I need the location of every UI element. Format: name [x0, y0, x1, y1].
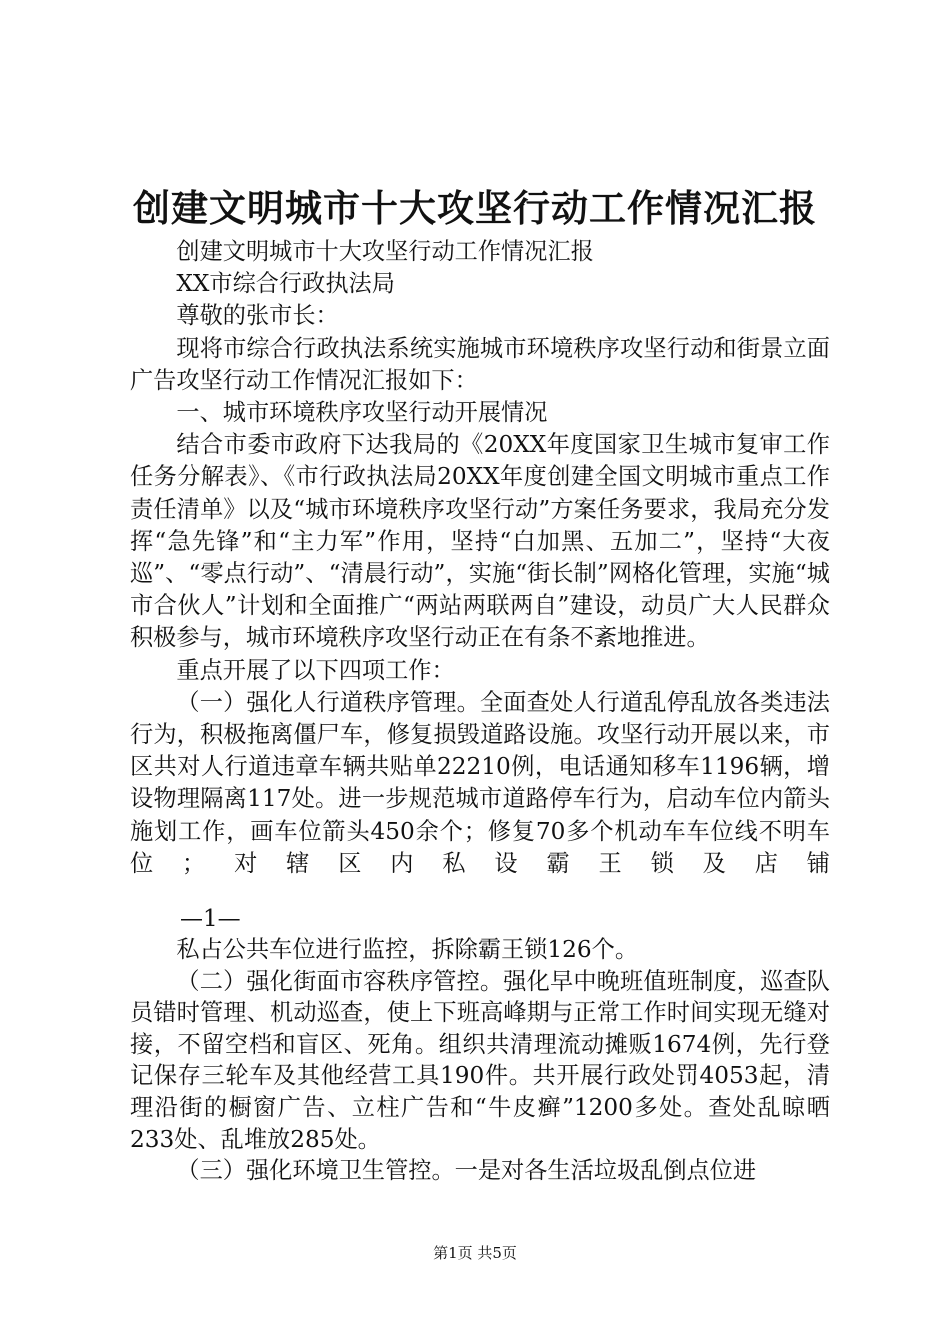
paragraph-key-work: 重点开展了以下四项工作： — [176, 656, 455, 684]
paragraph-item-1-continued: 私占公共车位进行监控，拆除霸王锁126个。 — [176, 936, 639, 963]
paragraph-intro: 现将市综合行政执法系统实施城市环境秩序攻坚行动和街景立面广告攻坚行动工作情况汇报如下： — [130, 334, 830, 394]
document-body-continued — [130, 934, 830, 1187]
paragraph-overview: 结合市委市政府下达我局的《20XX年度国家卫生城市复审工作任务分解表》、《市行政执法局20XX年度创建全国文明城市重点工作责任清单》以及“城市环境秩序攻坚行动”方案任务要求，我局充分发挥“急先锋”和“主力军”作用，坚持“白加黑、五加二”，坚持“大夜巡”、“零点行动”、“清晨行动”，实施“街长制”网格化管理，实施“城市合伙人”计划和全面推广“两站两联两自”建设，动员广大人民群众积极参与，城市环境秩序攻坚行动正在有条不紊地推进。 — [130, 431, 830, 652]
paragraph-issuer: XX市综合行政执法局 — [176, 270, 395, 298]
page-footer: 第1页 共5页 — [433, 1244, 517, 1262]
page-number-mark: —1— — [180, 906, 241, 932]
document-title: 创建文明城市十大攻坚行动工作情况汇报 — [133, 186, 817, 230]
document-body — [130, 236, 830, 880]
paragraph-item-3: （三）强化环境卫生管控。一是对各生活垃圾乱倒点位进 — [176, 1157, 757, 1185]
paragraph-salutation: 尊敬的张市长： — [176, 302, 339, 330]
section-heading-1: 一、城市环境秩序攻坚行动开展情况 — [176, 399, 548, 427]
paragraph-item-1: （一）强化人行道秩序管理。全面查处人行道乱停乱放各类违法行为，积极拖离僵尸车，修复损毁道路设施。攻坚行动开展以来，市区共对人行道违章车辆共贴单22210例，电话通知移车1196辆，增设物理隔离117处。进一步规范城市道路停车行为，启动车位内箭头施划工作，画车位箭头450余个；修复70多个机动车车位线不明车位；对辖区内私设霸王锁及店铺 — [130, 688, 830, 877]
paragraph-subtitle: 创建文明城市十大攻坚行动工作情况汇报 — [176, 238, 594, 265]
paragraph-item-2: （二）强化街面市容秩序管控。强化早中晚班值班制度，巡查队员错时管理、机动巡查，使上下班高峰期与正常工作时间实现无缝对接，不留空档和盲区、死角。组织共清理流动摊贩1674例，先行登记保存三轮车及其他经营工具190件。共开展行政处罚4053起，清理沿街的橱窗广告、立柱广告和“牛皮癣”1200多处。查处乱晾晒233处、乱堆放285处。 — [130, 967, 830, 1153]
